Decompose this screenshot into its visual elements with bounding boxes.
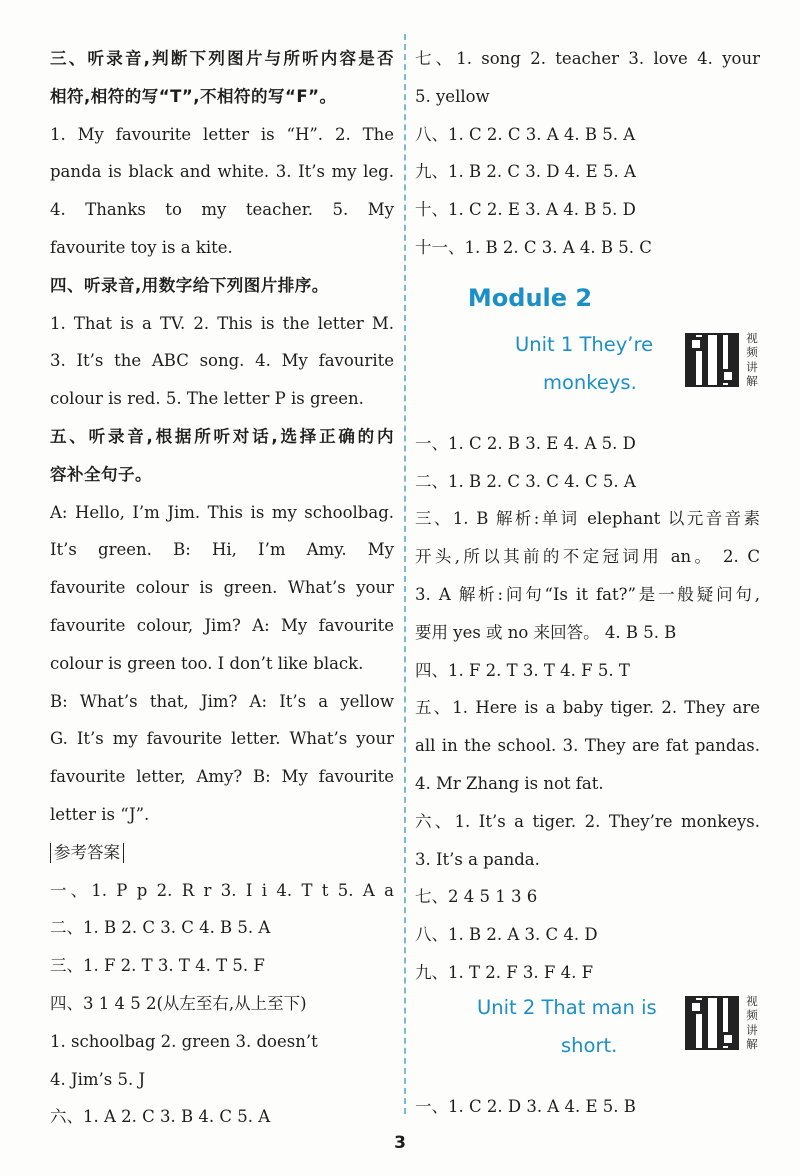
unit1-title-line1: Unit 1 They’re [515,332,654,356]
left-column [50,40,394,1136]
answer-line: 九、1. T 2. F 3. F 4. F [415,962,594,982]
unit2-title-line2: short. [561,1033,618,1057]
answer-line: letter is “J”. [50,804,150,824]
answer-line: 要用 yes 或 no 来回答。 4. B 5. B [415,622,677,642]
answer-line: 4. Jim’s 5. J [50,1069,146,1089]
qr-code-icon[interactable] [685,996,739,1050]
answer-line: 1. My favourite letter is “H”. 2. The [50,124,394,144]
right-column [415,40,760,1126]
column-divider [404,34,406,1114]
answer-line: 1. That is a TV. 2. This is the letter M. [50,313,394,333]
answer-line: 一、1. C 2. B 3. E 4. A 5. D [415,433,636,453]
qr-code-icon[interactable] [685,333,739,387]
unit2-title-line1: Unit 2 That man is [477,995,657,1019]
answer-line: 八、1. B 2. A 3. C 4. D [415,925,598,945]
answer-line: 二、1. B 2. C 3. C 4. B 5. A [50,918,271,938]
answer-line: 3. It’s a panda. [415,849,540,869]
answer-line: 一、1. P p 2. R r 3. I i 4. T t 5. A a [50,880,394,900]
answer-line: 八、1. C 2. C 3. A 4. B 5. A [415,124,636,144]
answer-line: It’s green. B: Hi, I’m Amy. My [50,540,394,560]
answer-line: colour is red. 5. The letter P is green. [50,389,364,409]
answer-line: 5. yellow [415,86,490,106]
answer-line: 十一、1. B 2. C 3. A 4. B 5. C [415,237,652,257]
unit1-heading [415,329,760,425]
answer-line: 七、1. song 2. teacher 3. love 4. your [415,49,760,68]
answer-line: 4. Thanks to my teacher. 5. My [50,200,394,220]
page-number: 3 [394,1133,406,1153]
answer-line: 三、听录音,判断下列图片与所听内容是否 [50,49,394,68]
answer-line: A: Hello, I’m Jim. This is my schoolbag. [50,502,394,522]
answer-line: 1. schoolbag 2. green 3. doesn’t [50,1031,318,1051]
answer-line: B: What’s that, Jim? A: It’s a yellow [50,691,394,711]
answer-line: 三、1. F 2. T 3. T 4. T 5. F [50,956,265,976]
answer-line: 六、1. A 2. C 3. B 4. C 5. A [50,1107,271,1127]
answer-line: 3. It’s the ABC song. 4. My favourite [50,351,394,371]
answer-line: 四、3 1 4 5 2(从左至右,从上至下) [50,993,307,1013]
answer-line: favourite letter, Amy? B: My favourite [50,767,394,787]
answer-line: 十、1. C 2. E 3. A 4. B 5. D [415,200,636,220]
answer-line: 九、1. B 2. C 3. D 4. E 5. A [415,162,636,182]
answer-line: panda is black and white. 3. It’s my leg. [50,162,394,182]
answer-line: G. It’s my favourite letter. What’s your [50,729,394,749]
answer-line: 六、1. It’s a tiger. 2. They’re monkeys. [415,811,760,831]
unit1-title-line2: monkeys. [543,370,637,394]
answer-line: favourite toy is a kite. [50,237,233,257]
answer-line: 二、1. B 2. C 3. C 4. C 5. A [415,471,636,491]
answer-line: 五、听录音,根据所听对话,选择正确的内 [50,426,394,446]
video-explanation-label: 视频讲解 [746,993,758,1052]
answer-line: 4. Mr Zhang is not fat. [415,773,604,793]
answer-line: 容补全句子。 [50,464,152,484]
answer-line: 开头,所以其前的不定冠词用 an。 2. C [415,547,760,567]
video-explanation-label: 视频讲解 [746,330,758,389]
answer-line: 五、1. Here is a baby tiger. 2. They are [415,698,760,718]
answer-line: 相符,相符的写“T”,不相符的写“F”。 [50,86,337,106]
answer-line: all in the school. 3. They are fat pandas. [415,736,760,756]
unit2-heading [415,992,760,1088]
answer-line: 一、1. C 2. D 3. A 4. E 5. B [415,1096,636,1116]
answer-line [50,834,394,872]
answer-line: 四、1. F 2. T 3. T 4. F 5. T [415,660,630,680]
answer-line: colour is green too. I don’t like black. [50,653,364,673]
reference-answer-label: 参考答案 [50,843,124,863]
answer-line: 四、听录音,用数字给下列图片排序。 [50,275,329,295]
answer-line: 3. A 解析:问句“Is it fat?”是一般疑问句, [415,584,760,604]
answer-line: 三、1. B 解析:单词 elephant 以元音音素 [415,509,760,529]
answer-line: 七、2 4 5 1 3 6 [415,887,538,907]
module-title: Module 2 [467,283,593,312]
answer-line: favourite colour is green. What’s your [50,578,394,598]
answer-line: favourite colour, Jim? A: My favourite [50,615,394,635]
